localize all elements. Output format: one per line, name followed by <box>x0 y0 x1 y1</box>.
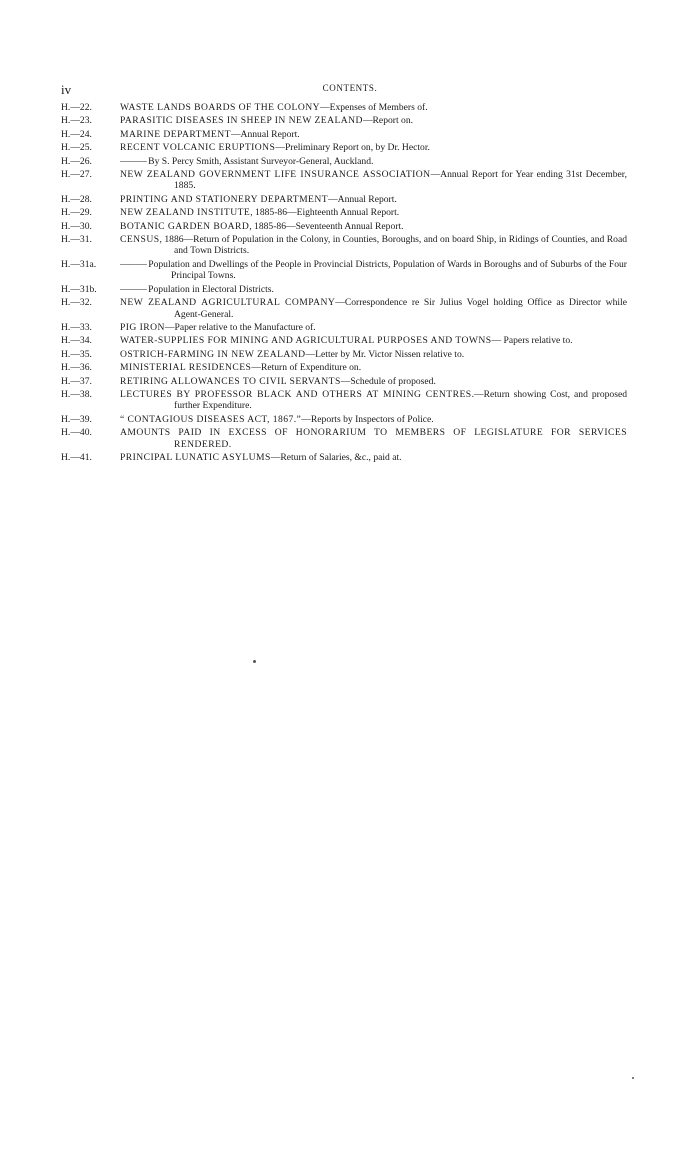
contents-entry <box>61 362 627 373</box>
paper-code: H.—22. <box>61 102 92 113</box>
contents-entry <box>61 142 627 153</box>
paper-code: H.—30. <box>61 220 92 232</box>
entry-description: Population and Dwellings of the People in Provincial Districts, Population of Wards in Boroughs and of Suburbs of the Four Principal Towns. <box>145 258 627 282</box>
entry-description: —Annual Report for Year ending 31st December, 1885. <box>174 169 627 192</box>
contents-entry <box>61 349 627 360</box>
entry-heading: NEW ZEALAND AGRICULTURAL COMPANY <box>120 297 336 309</box>
entry-heading: MARINE DEPARTMENT <box>120 128 231 140</box>
paper-code: H.—38. <box>61 388 92 400</box>
entry-description: —Expenses of Members of. <box>319 102 428 113</box>
entry-heading: OSTRICH-FARMING IN NEW ZEALAND <box>120 348 306 360</box>
paper-code: H.—31a. <box>61 258 97 270</box>
paper-code: H.—24. <box>61 128 92 140</box>
contents-entry <box>61 414 627 425</box>
contents-entry <box>61 297 627 320</box>
entry-description: — Papers relative to. <box>491 335 573 347</box>
contents-entry <box>61 452 627 463</box>
entry-description: —Preliminary Report on, by Dr. Hector. <box>275 142 430 154</box>
contents-entry <box>61 427 627 450</box>
entry-heading: PRINTING AND STATIONERY DEPARTMENT <box>120 193 329 205</box>
contents-entry <box>61 259 627 282</box>
paper-code: H.—36. <box>61 362 92 374</box>
entry-heading: MINISTERIAL RESIDENCES <box>120 362 252 374</box>
paper-code: H.—33. <box>61 321 92 333</box>
paper-code: H.—37. <box>61 375 92 387</box>
paper-code: H.—26. <box>61 155 92 167</box>
contents-entry <box>61 194 627 205</box>
paper-code: H.—40. <box>61 427 92 439</box>
entry-description: —Annual Report. <box>230 128 300 140</box>
entry-description: —Return of Salaries, &c., paid at. <box>270 451 402 463</box>
entry-heading: NEW ZEALAND GOVERNMENT LIFE INSURANCE ASSOCIATION <box>120 169 431 181</box>
ditto-dash: ——— <box>120 258 146 270</box>
entry-description: —Letter by Mr. Victor Nissen relative to. <box>305 348 465 360</box>
entry-heading: CENSUS <box>120 234 160 246</box>
contents-entry <box>61 389 627 412</box>
ditto-dash: ——— <box>120 155 146 167</box>
entry-description: —Correspondence re Sir Julius Vogel holding Office as Director while Agent-General. <box>174 297 627 320</box>
ink-speck <box>632 1077 634 1079</box>
paper-code: H.—34. <box>61 335 92 347</box>
paper-code: H.—39. <box>61 413 92 425</box>
ink-speck <box>253 660 256 663</box>
contents-entry <box>61 376 627 387</box>
contents-entry <box>61 221 627 232</box>
entry-description: Population in Electoral Districts. <box>145 283 274 295</box>
page-number: iv <box>61 82 72 97</box>
contents-entry <box>61 234 627 257</box>
contents-entry <box>61 115 627 126</box>
entry-heading: AMOUNTS PAID IN EXCESS OF HONORARIUM TO MEMBERS OF LEGISLATURE FOR SERVICES RENDERED. <box>120 427 627 450</box>
entry-heading: “ CONTAGIOUS DISEASES ACT, 1867.” <box>120 413 302 425</box>
contents-entry <box>61 284 627 295</box>
entry-description: —Return of Expenditure on. <box>251 362 362 374</box>
entry-heading: WATER-SUPPLIES FOR MINING AND AGRICULTURAL PURPOSES AND TOWNS <box>120 335 492 347</box>
paper-code: H.—31. <box>61 234 92 246</box>
contents-entry <box>61 207 627 218</box>
paper-code: H.—23. <box>61 115 92 127</box>
paper-code: H.—35. <box>61 348 92 360</box>
contents-entry <box>61 156 627 167</box>
ditto-dash: ——— <box>120 283 146 295</box>
entry-description: , 1885-86—Seventeenth Annual Report. <box>249 220 404 232</box>
entry-description: .—Return showing Cost, and proposed further Expenditure. <box>174 388 628 412</box>
entry-heading: RECENT VOLCANIC ERUPTIONS <box>120 142 276 154</box>
entry-heading: NEW ZEALAND INSTITUTE <box>120 207 251 219</box>
entry-description: , 1886—Return of Population in the Colony, in Counties, Boroughs, and on board Ship, in Ridings of Counties, and Road and Town Districts. <box>159 234 627 257</box>
entry-description: By S. Percy Smith, Assistant Surveyor-General, Auckland. <box>145 155 374 167</box>
contents-entry <box>61 322 627 333</box>
contents-list <box>61 102 627 465</box>
paper-code: H.—32. <box>61 297 92 309</box>
contents-entry <box>61 169 627 192</box>
entry-description: —Reports by Inspectors of Police. <box>301 413 434 425</box>
paper-code: H.—27. <box>61 169 92 181</box>
paper-code: H.—29. <box>61 207 92 219</box>
entry-description: —Schedule of proposed. <box>340 375 436 387</box>
entry-description: , 1885-86—Eighteenth Annual Report. <box>250 207 400 219</box>
entry-heading: BOTANIC GARDEN BOARD <box>120 220 250 232</box>
paper-code: H.—31b. <box>61 283 97 295</box>
entry-heading: PARASITIC DISEASES IN SHEEP IN NEW ZEALAND <box>120 115 363 127</box>
paper-code: H.—41. <box>61 451 92 463</box>
entry-heading: PIG IRON <box>120 321 165 333</box>
entry-heading: RETIRING ALLOWANCES TO CIVIL SERVANTS <box>120 375 341 387</box>
entry-description: —Report on. <box>362 115 414 127</box>
contents-entry <box>61 335 627 346</box>
entry-heading: WASTE LANDS BOARDS OF THE COLONY <box>120 102 320 113</box>
entry-heading: LECTURES BY PROFESSOR BLACK AND OTHERS AT MINING CENTRES <box>120 388 472 400</box>
paper-code: H.—28. <box>61 193 92 205</box>
page-title: CONTENTS. <box>322 83 378 93</box>
entry-heading: PRINCIPAL LUNATIC ASYLUMS <box>120 451 271 463</box>
entry-description: —Annual Report. <box>328 193 397 205</box>
paper-code: H.—25. <box>61 142 92 154</box>
entry-description: —Paper relative to the Manufacture of. <box>164 321 316 333</box>
contents-entry <box>61 129 627 140</box>
contents-entry <box>61 102 627 113</box>
